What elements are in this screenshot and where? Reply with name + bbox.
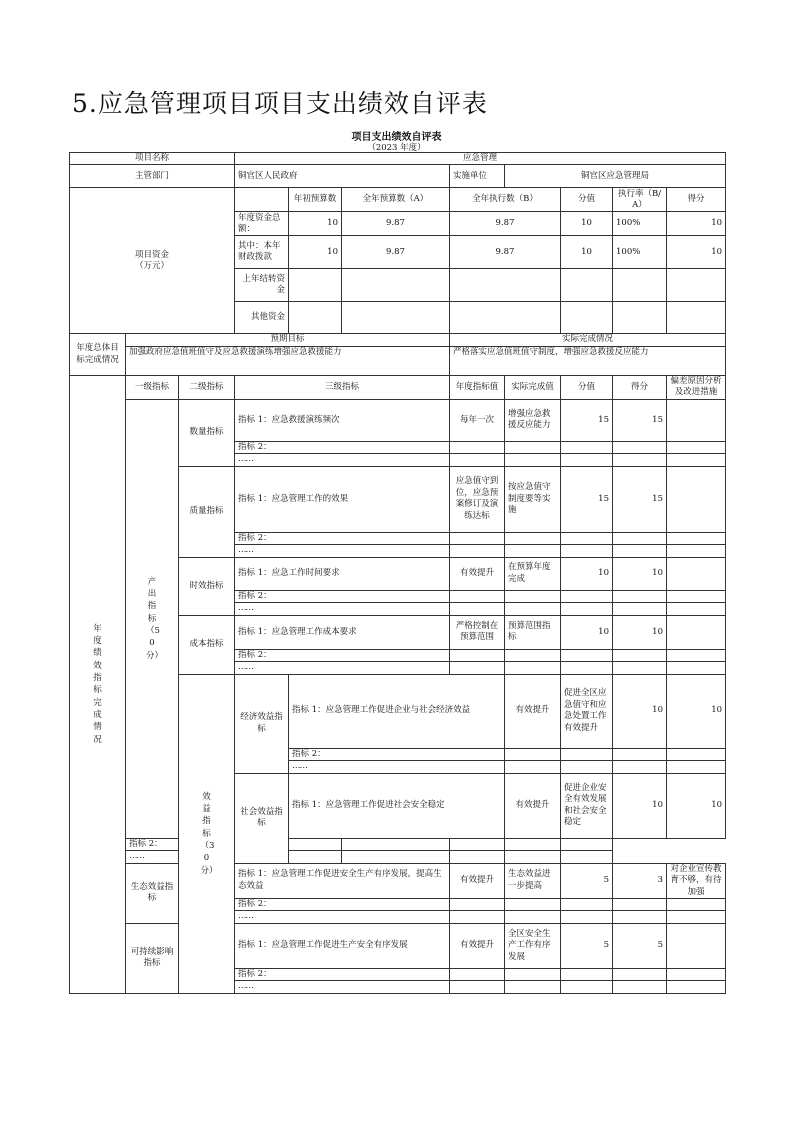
indicator2-label: 指标 2： <box>235 898 450 910</box>
target-value: 严格控制在预算范围 <box>450 615 505 649</box>
empty-cell <box>667 968 726 980</box>
goals-header-row <box>70 334 726 346</box>
level2-indicator: 质量指标 <box>179 466 235 557</box>
funds-annual: 9.87 <box>342 212 450 236</box>
funds-header-score: 得分 <box>667 188 726 212</box>
project-name-value: 应急管理 <box>235 153 726 165</box>
empty-cell <box>561 968 613 980</box>
empty-cell <box>289 851 342 863</box>
funds-score: 10 <box>667 236 726 269</box>
indicator2-label: 指标 2： <box>289 748 505 760</box>
empty-cell <box>613 545 667 557</box>
empty-cell <box>450 441 505 453</box>
actual-value: 按应急值守制度要等实施 <box>505 466 561 532</box>
empty-cell <box>561 532 613 544</box>
empty-cell <box>450 454 505 466</box>
empty-cell <box>450 662 505 674</box>
target-value: 应急值守到位，应急预案修订及演练达标 <box>450 466 505 532</box>
target-value: 每年一次 <box>450 399 505 441</box>
funds-initial: 10 <box>289 212 342 236</box>
funds-executed: 9.87 <box>450 236 561 269</box>
funds-row-label: 年度资金总额： <box>235 212 289 236</box>
empty-cell <box>667 649 726 661</box>
empty-cell <box>561 898 613 910</box>
empty-cell <box>450 545 505 557</box>
level2-indicator: 成本指标 <box>179 615 235 674</box>
empty-cell <box>505 532 561 544</box>
project-name-row <box>70 153 726 165</box>
score-value: 10 <box>561 557 613 590</box>
funds-score: 10 <box>667 212 726 236</box>
score-value: 10 <box>613 674 667 748</box>
empty-cell <box>561 649 613 661</box>
empty-cell <box>613 590 667 602</box>
level3-indicator: 指标 1：应急管理工作促进安全生产有序发展，提高生态效益 <box>235 863 450 898</box>
level3-indicator: 指标 1：应急工作时间要求 <box>235 557 450 590</box>
empty-cell <box>450 532 505 544</box>
empty-cell <box>450 911 505 923</box>
funds-executed: 9.87 <box>450 212 561 236</box>
empty-cell <box>561 441 613 453</box>
empty-cell <box>450 968 505 980</box>
impl-label: 实施单位 <box>450 165 505 188</box>
empty-cell <box>667 545 726 557</box>
actual-value: 预算范围指标 <box>505 615 561 649</box>
funds-score-value <box>561 269 613 302</box>
goals-expected: 加强政府应急值班值守及应急救援演练增强应急救援能力 <box>126 346 450 375</box>
level3-indicator: 指标 1：应急管理工作的效果 <box>235 466 450 532</box>
indicator2-label: 指标 2： <box>235 441 450 453</box>
funds-annual <box>342 302 450 334</box>
goals-expected-header: 预期目标 <box>126 334 450 346</box>
target-value: 有效提升 <box>450 557 505 590</box>
goals-row <box>70 346 726 375</box>
score-value: 5 <box>561 863 613 898</box>
empty-cell <box>561 761 613 773</box>
empty-cell <box>613 441 667 453</box>
level3-indicator: 指标 1：应急管理工作促进企业与社会经济效益 <box>289 674 505 748</box>
empty-cell <box>561 545 613 557</box>
indicators-header-row <box>70 375 726 399</box>
goals-actual: 严格落实应急值班值守制度，增强应急救援反应能力 <box>450 346 726 375</box>
empty-cell <box>505 454 561 466</box>
funds-initial <box>289 302 342 334</box>
indicator2-label: 指标 2： <box>235 649 450 661</box>
funds-initial: 10 <box>289 236 342 269</box>
score: 10 <box>613 557 667 590</box>
score-value: 5 <box>561 923 613 968</box>
empty-cell <box>450 898 505 910</box>
level3-indicator: 指标 1：应急救援演练频次 <box>235 399 450 441</box>
funds-header-rate: 执行率（B/A） <box>613 188 667 212</box>
empty-cell <box>613 968 667 980</box>
funds-score-value <box>561 302 613 334</box>
empty-cell <box>561 662 613 674</box>
empty-cell <box>342 851 450 863</box>
project-name-label: 项目名称 <box>70 153 235 165</box>
deviation-reason <box>667 615 726 649</box>
empty-cell <box>505 761 561 773</box>
indicator2-label: 指标 2： <box>126 838 289 850</box>
ellipsis: …… <box>235 662 450 674</box>
score: 10 <box>613 615 667 649</box>
score-value: 10 <box>561 615 613 649</box>
ellipsis: …… <box>235 981 450 993</box>
level2-indicator: 时效指标 <box>179 557 235 615</box>
ellipsis: …… <box>235 454 450 466</box>
empty-cell <box>613 761 667 773</box>
funds-score-value: 10 <box>561 212 613 236</box>
indicator-row <box>70 923 726 968</box>
empty-cell <box>450 851 505 863</box>
dept-label: 主管部门 <box>70 165 235 188</box>
page-title: 5.应急管理项目项目支出绩效自评表 <box>72 89 488 118</box>
empty-cell <box>667 603 726 615</box>
funds-annual <box>342 269 450 302</box>
ellipsis: …… <box>235 603 450 615</box>
level2-indicator: 数量指标 <box>179 399 235 466</box>
empty-cell <box>505 545 561 557</box>
funds-rate: 100% <box>613 212 667 236</box>
funds-header-annual: 全年预算数（A） <box>342 188 450 212</box>
header-level1: 一级指标 <box>126 375 179 399</box>
score-value: 15 <box>561 399 613 441</box>
empty-cell <box>505 662 561 674</box>
table-year: （2023 年度） <box>367 143 426 153</box>
indicator-row <box>70 863 726 898</box>
target-value: 有效提升 <box>505 674 561 748</box>
ellipsis-row <box>70 851 726 863</box>
empty-cell <box>505 590 561 602</box>
score: 15 <box>613 399 667 441</box>
empty-cell <box>667 590 726 602</box>
funds-row-label: 其他资金 <box>235 302 289 334</box>
score: 15 <box>613 466 667 532</box>
empty-cell <box>450 590 505 602</box>
header-score: 得分 <box>613 375 667 399</box>
empty-cell <box>667 911 726 923</box>
empty-cell <box>450 649 505 661</box>
empty-cell <box>505 838 561 850</box>
deviation-reason <box>667 923 726 968</box>
header-reason: 偏差原因分析及改进措施 <box>667 375 726 399</box>
actual-value: 增强应急救援反应能力 <box>505 399 561 441</box>
actual-value: 在预算年度完成 <box>505 557 561 590</box>
header-value: 分值 <box>561 375 613 399</box>
empty-cell <box>667 761 726 773</box>
empty-cell <box>505 748 561 760</box>
empty-cell <box>505 603 561 615</box>
score-value: 10 <box>613 773 667 838</box>
funds-row-label: 上年结转资金 <box>235 269 289 302</box>
table-title: 项目支出绩效自评表 <box>351 132 442 143</box>
ellipsis: …… <box>289 761 505 773</box>
empty-cell <box>289 838 342 850</box>
actual-value: 促进企业安全有效发展和社会安全稳定 <box>561 773 613 838</box>
empty-cell <box>505 898 561 910</box>
funds-initial <box>289 269 342 302</box>
level2-indicator: 可持续影响指标 <box>126 923 179 993</box>
empty-cell <box>561 603 613 615</box>
funds-header-row <box>70 188 726 212</box>
funds-header-executed: 全年执行数（B） <box>450 188 561 212</box>
funds-executed <box>450 269 561 302</box>
empty-cell <box>342 838 450 850</box>
level3-indicator: 指标 1：应急管理工作促进社会安全稳定 <box>289 773 505 838</box>
performance-table <box>69 152 726 994</box>
actual-value: 生态效益进一步提高 <box>505 863 561 898</box>
funds-score <box>667 269 726 302</box>
empty-cell <box>450 981 505 993</box>
deviation-reason: 对企业宣传教育不够，有待加强 <box>667 863 726 898</box>
level3-indicator: 指标 1：应急管理工作成本要求 <box>235 615 450 649</box>
empty-cell <box>561 851 613 863</box>
funds-rate <box>613 302 667 334</box>
header-target: 年度指标值 <box>450 375 505 399</box>
empty-cell <box>561 911 613 923</box>
empty-cell <box>561 981 613 993</box>
empty-cell <box>667 981 726 993</box>
empty-cell <box>613 981 667 993</box>
empty-cell <box>667 662 726 674</box>
funds-score-value: 10 <box>561 236 613 269</box>
indicator-row <box>70 399 726 441</box>
empty-cell <box>613 911 667 923</box>
funds-rate <box>613 269 667 302</box>
empty-cell <box>561 590 613 602</box>
empty-cell <box>613 748 667 760</box>
funds-header-blank <box>235 188 289 212</box>
ellipsis: …… <box>235 545 450 557</box>
empty-cell <box>667 454 726 466</box>
indicator2-label: 指标 2： <box>235 968 450 980</box>
indicators-section-label: 年度绩效指标完成情况 <box>70 375 126 993</box>
empty-cell <box>505 649 561 661</box>
goals-label: 年度总体目标完成情况 <box>70 334 126 375</box>
header-level2: 二级指标 <box>179 375 235 399</box>
empty-cell <box>613 649 667 661</box>
empty-cell <box>505 851 561 863</box>
score: 10 <box>667 773 726 838</box>
empty-cell <box>561 838 613 850</box>
empty-cell <box>613 454 667 466</box>
level3-indicator: 指标 1：应急管理工作促进生产安全有序发展 <box>235 923 450 968</box>
indicator2-label: 指标 2： <box>235 532 450 544</box>
impl-value: 铜官区应急管理局 <box>505 165 726 188</box>
output-indicator-label: 产出指标（50分） <box>126 399 179 838</box>
header-actual: 实际完成值 <box>505 375 561 399</box>
dept-value: 铜官区人民政府 <box>235 165 450 188</box>
deviation-reason <box>667 557 726 590</box>
funds-header-initial: 年初预算数 <box>289 188 342 212</box>
funds-header-score-value: 分值 <box>561 188 613 212</box>
empty-cell <box>613 532 667 544</box>
score: 3 <box>613 863 667 898</box>
empty-cell <box>613 662 667 674</box>
target-value: 有效提升 <box>505 773 561 838</box>
empty-cell <box>505 968 561 980</box>
empty-cell <box>613 603 667 615</box>
score: 10 <box>667 674 726 748</box>
funds-row-label: 其中：本年财政拨款 <box>235 236 289 269</box>
benefit-indicator-label: 效益指标（30分） <box>179 674 235 993</box>
project-dept-row <box>70 165 726 188</box>
ellipsis: …… <box>126 851 289 863</box>
score-value: 15 <box>561 466 613 532</box>
funds-section-label: 项目资金 （万元） <box>70 188 235 334</box>
goals-actual-header: 实际完成情况 <box>450 334 726 346</box>
indicator2-row <box>70 838 726 850</box>
level2-indicator: 生态效益指标 <box>126 863 179 923</box>
deviation-reason <box>667 466 726 532</box>
empty-cell <box>667 441 726 453</box>
empty-cell <box>613 898 667 910</box>
funds-rate: 100% <box>613 236 667 269</box>
empty-cell <box>561 454 613 466</box>
empty-cell <box>667 898 726 910</box>
empty-cell <box>450 603 505 615</box>
target-value: 有效提升 <box>450 923 505 968</box>
empty-cell <box>450 838 505 850</box>
target-value: 有效提升 <box>450 863 505 898</box>
actual-value: 全区安全生产工作有序发展 <box>505 923 561 968</box>
score: 5 <box>613 923 667 968</box>
indicator2-label: 指标 2： <box>235 590 450 602</box>
funds-annual: 9.87 <box>342 236 450 269</box>
empty-cell <box>667 532 726 544</box>
empty-cell <box>505 981 561 993</box>
funds-executed <box>450 302 561 334</box>
empty-cell <box>505 441 561 453</box>
funds-score <box>667 302 726 334</box>
empty-cell <box>505 911 561 923</box>
level2-indicator: 经济效益指标 <box>235 674 289 773</box>
deviation-reason <box>667 399 726 441</box>
level2-indicator: 社会效益指标 <box>235 773 289 863</box>
empty-cell <box>667 748 726 760</box>
empty-cell <box>561 748 613 760</box>
ellipsis: …… <box>235 911 450 923</box>
header-level3: 三级指标 <box>235 375 450 399</box>
actual-value: 促进全区应急值守和应急处置工作有效提升 <box>561 674 613 748</box>
